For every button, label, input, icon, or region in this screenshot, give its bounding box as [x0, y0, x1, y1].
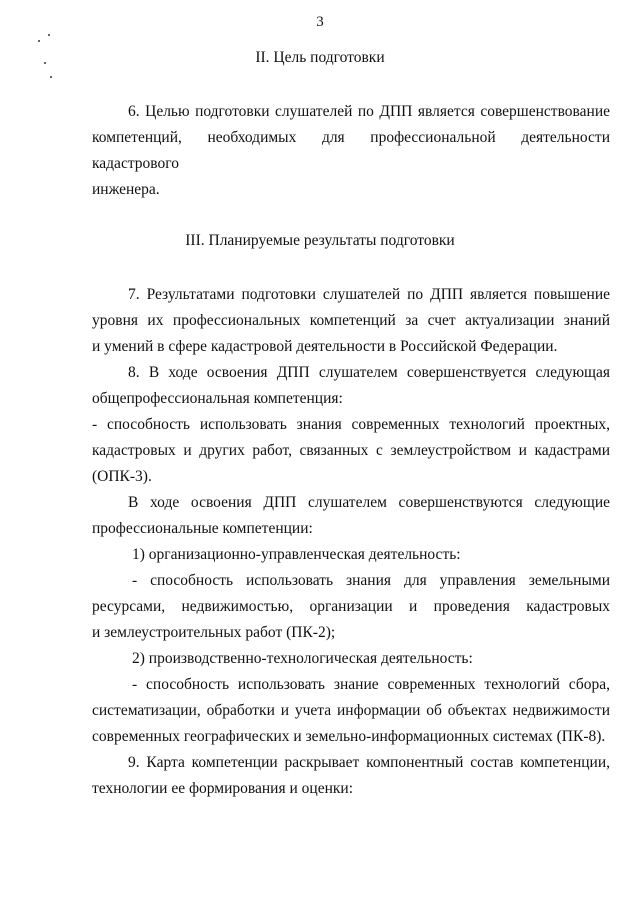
text-line: кадастровых и других работ, связанных с землеустройством и кадастрами: [92, 442, 610, 459]
competency-pk2: [92, 568, 610, 646]
text-line: - способность использовать знания для управления земельными: [132, 572, 610, 589]
text-line: ресурсами, недвижимостью, организации и проведения кадастровых: [92, 598, 610, 615]
competency-pk8: [92, 672, 610, 750]
competency-opk3: [92, 412, 610, 490]
paragraph-6: [92, 99, 610, 203]
text-line: 2) производственно-технологическая деятельность:: [132, 650, 473, 667]
text-line: профессиональные компетенции:: [92, 520, 313, 537]
text-line: уровня их профессиональных компетенций за счет актуализации знаний: [92, 312, 610, 329]
text-line: 9. Карта компетенции раскрывает компонентный состав компетенции,: [128, 754, 610, 771]
page-number: 3: [316, 14, 324, 30]
text-line: инженера.: [92, 181, 160, 198]
section-2-heading: II. Цель подготовки: [255, 49, 385, 66]
text-line: технологии ее формирования и оценки:: [92, 780, 354, 797]
text-line: и землеустроительных работ (ПК-2);: [92, 624, 336, 641]
list-item-2: [132, 646, 610, 672]
text-line: 8. В ходе освоения ДПП слушателем совершенствуется следующая: [128, 364, 610, 381]
text-line: компетенций, необходимых для профессиональной деятельности кадастрового: [92, 129, 610, 172]
text-line: современных географических и земельно-информационных системах (ПК-8).: [92, 728, 606, 745]
text-line: 1) организационно-управленческая деятельность:: [132, 546, 461, 563]
text-line: 6. Целью подготовки слушателей по ДПП является совершенствование: [128, 103, 610, 120]
paragraph-7: [92, 282, 610, 360]
text-line: - способность использовать знание современных технологий сбора,: [132, 676, 610, 693]
text-line: 7. Результатами подготовки слушателей по ДПП является повышение: [128, 286, 610, 303]
paragraph-9: [92, 750, 610, 802]
text-line: (ОПК-3).: [92, 468, 152, 485]
paragraph-8-professional: [92, 490, 610, 542]
text-line: В ходе освоения ДПП слушателем совершенствуются следующие: [128, 494, 610, 511]
text-line: и умений в сфере кадастровой деятельности в Российской Федерации.: [92, 338, 558, 355]
list-item-1: [132, 542, 610, 568]
text-line: общепрофессиональная компетенция:: [92, 390, 343, 407]
section-3-heading: III. Планируемые результаты подготовки: [185, 232, 455, 249]
text-line: систематизации, обработки и учета информации об объектах недвижимости: [92, 702, 610, 719]
paragraph-8: [92, 360, 610, 412]
text-line: - способность использовать знания современных технологий проектных,: [92, 416, 610, 433]
